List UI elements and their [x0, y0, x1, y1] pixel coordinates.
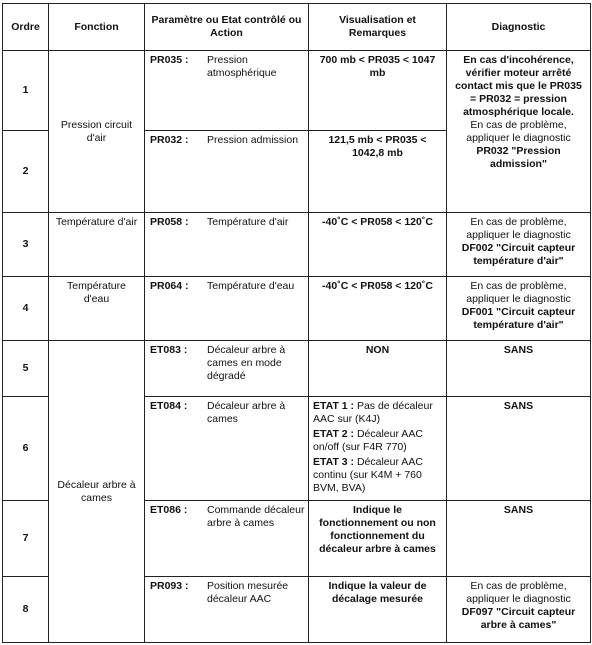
table-row — [3, 51, 591, 131]
diagnostic-cell — [447, 576, 591, 642]
visualisation-cell: 700 mb < PR035 < 1047 mb — [309, 51, 447, 131]
diagnostic-cell — [447, 277, 591, 341]
diagnostic-cell — [447, 51, 591, 213]
parameter-code: PR035 : — [150, 54, 189, 66]
visualisation-cell: -40˚C < PR058 < 120˚C — [309, 213, 447, 277]
visualisation-cell — [309, 396, 447, 500]
etat-text: Décaleur AAC on/off (sur F4R 770) — [313, 427, 423, 453]
header-diagnostic: Diagnostic — [447, 4, 591, 51]
visualisation-cell: Indique la valeur de décalage mesurée — [309, 576, 447, 642]
parameter-label: Température d'air — [207, 216, 289, 229]
parametre-cell — [145, 277, 309, 341]
etat-text: Pas de décaleur AAC sur (K4J) — [313, 399, 433, 425]
parameter-code: ET084 : — [150, 399, 188, 412]
fonction-cell: Température d'eau — [49, 277, 145, 341]
parameter-label: Commande décaleur arbre à cames — [207, 503, 305, 529]
parameter-code: PR032 : — [150, 134, 189, 147]
diagnostic-instruction: En cas de problème, appliquer le diagnostic — [466, 280, 571, 306]
table-row — [3, 213, 591, 277]
ordre-cell: 6 — [3, 396, 49, 500]
parameter-code: ET086 : — [150, 503, 188, 516]
parametre-cell — [145, 576, 309, 642]
etat-text: Décaleur AAC continu (sur K4M + 760 BVM, BVA) — [313, 455, 423, 494]
parameter-label: Décaleur arbre à cames en mode dégradé — [207, 344, 286, 383]
diagnostic-reference: DF002 "Circuit capteur température d'air" — [461, 242, 576, 268]
ordre-cell: 1 — [3, 51, 49, 131]
etat-item — [313, 428, 442, 454]
ordre-cell: 7 — [3, 500, 49, 576]
fonction-cell: Pression circuit d'air — [49, 51, 145, 213]
etat-label: ETAT 2 : — [313, 427, 355, 440]
parameter-label: Pression admission — [207, 134, 299, 147]
parametre-cell — [145, 396, 309, 500]
diagnostic-instruction: En cas de problème, appliquer le diagnostic — [466, 579, 571, 605]
header-fonction: Fonction — [49, 4, 145, 51]
etat-label: ETAT 3 : — [313, 455, 355, 468]
diagnostic-cell: SANS — [447, 500, 591, 576]
ordre-cell: 5 — [3, 341, 49, 396]
diagnostic-instruction: En cas de problème, appliquer le diagnostic — [466, 216, 571, 242]
header-row — [3, 4, 591, 51]
visualisation-cell: 121,5 mb < PR035 < 1042,8 mb — [309, 131, 447, 213]
parameter-code: PR093 : — [150, 579, 189, 592]
parameter-code: ET083 : — [150, 344, 188, 357]
diagnostic-reference: DF001 "Circuit capteur température d'air" — [461, 306, 576, 332]
diagnostic-cell: SANS — [447, 396, 591, 500]
fonction-cell: Décaleur arbre à cames — [49, 341, 145, 643]
etat-label: ETAT 1 : — [313, 399, 355, 412]
ordre-cell: 8 — [3, 576, 49, 642]
parameter-label: Position mesurée décaleur AAC — [207, 579, 289, 605]
diagnostic-warning: En cas d'incohérence, vérifier moteur arrêté contact mis que le PR035 = PR032 = pression atmosphérique locale. — [455, 54, 582, 118]
diagnostic-cell: SANS — [447, 341, 591, 396]
header-ordre: Ordre — [3, 4, 49, 51]
diagnostic-reference: DF097 "Circuit capteur arbre à cames" — [461, 605, 576, 631]
table-row — [3, 341, 591, 396]
parametre-cell — [145, 131, 309, 213]
visualisation-cell: NON — [309, 341, 447, 396]
header-parametre: Paramètre ou Etat contrôlé ou Action — [145, 4, 309, 51]
parameter-code: PR058 : — [150, 216, 189, 229]
header-visualisation: Visualisation et Remarques — [309, 4, 447, 51]
parametre-cell — [145, 500, 309, 576]
table-row — [3, 277, 591, 341]
visualisation-cell: -40˚C < PR058 < 120˚C — [309, 277, 447, 341]
ordre-cell: 2 — [3, 131, 49, 213]
parameter-label: Température d'eau — [207, 280, 295, 293]
diagnostic-reference: PR032 "Pression admission" — [476, 145, 561, 170]
ordre-cell: 4 — [3, 277, 49, 341]
parametre-cell — [145, 213, 309, 277]
etat-item — [313, 400, 442, 426]
diagnostic-cell — [447, 213, 591, 277]
parameter-label: Pression atmosphérique — [207, 54, 277, 79]
etat-item — [313, 456, 442, 495]
ordre-cell: 3 — [3, 213, 49, 277]
parametre-cell — [145, 51, 309, 131]
fonction-cell: Température d'air — [49, 213, 145, 277]
diagnostic-table — [2, 3, 591, 643]
parametre-cell — [145, 341, 309, 396]
visualisation-cell: Indique le fonctionnement ou non fonctionnement du décaleur arbre à cames — [309, 500, 447, 576]
parameter-code: PR064 : — [150, 280, 189, 293]
parameter-label: Décaleur arbre à cames — [207, 399, 286, 425]
diagnostic-instruction: En cas de problème, appliquer le diagnostic — [466, 119, 571, 144]
